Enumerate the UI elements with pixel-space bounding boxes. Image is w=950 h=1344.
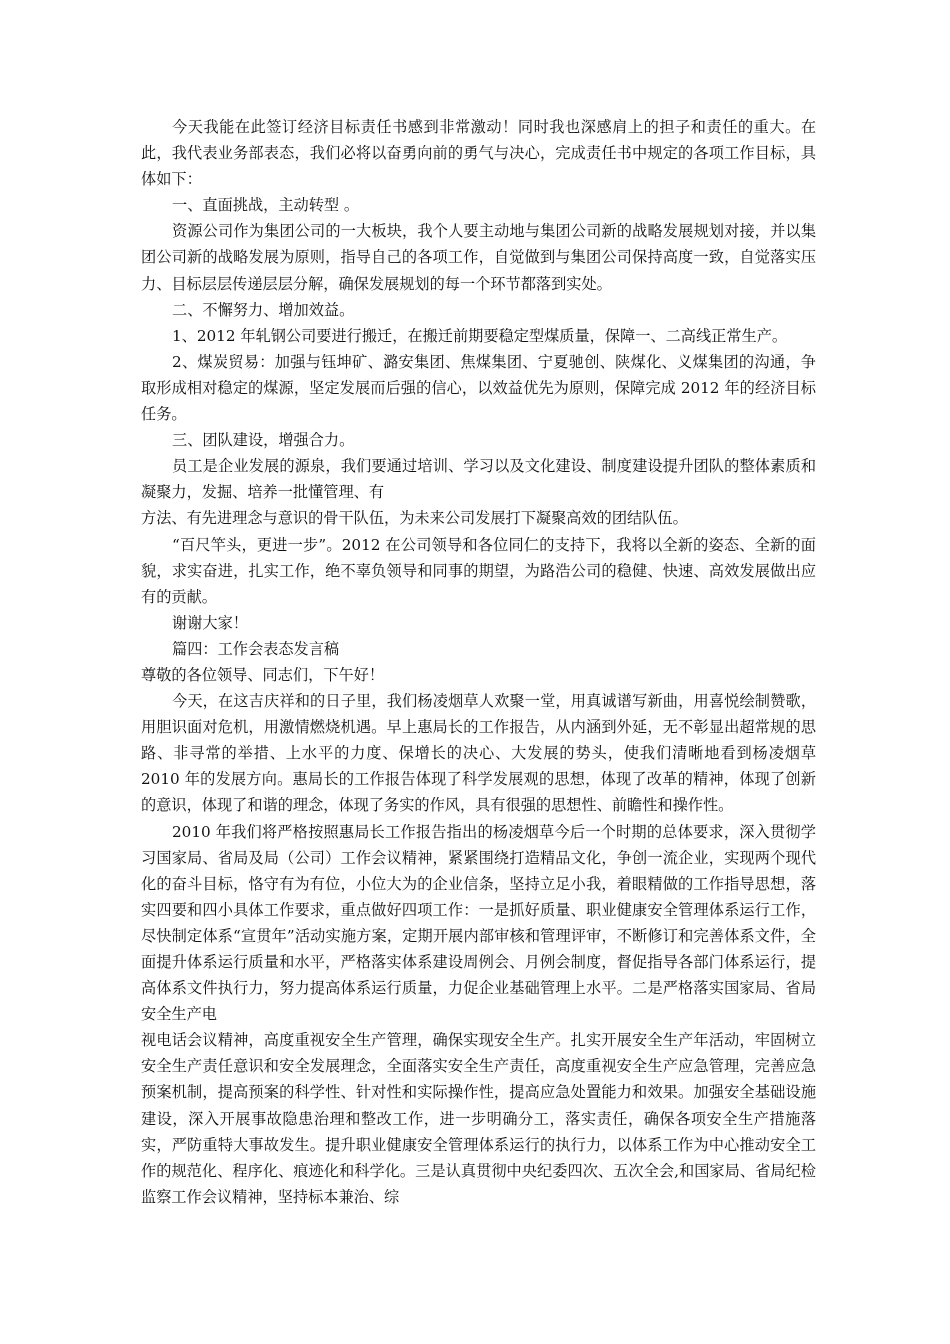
paragraph-2: 资源公司作为集团公司的一大板块，我个人要主动地与集团公司新的战略发展规划对接，并以集团公司新的战略发展为原则，指导自己的各项工作，自觉做到与集团公司保持高度一致，自觉落实压力、目标层层传递层层分解，确保发展规划的每一个环节都落到实处。 — [141, 222, 816, 293]
paragraph-3: 1、2012 年轧钢公司要进行搬迁，在搬迁前期要稳定型煤质量，保障一、二高线正常生产。 — [172, 326, 788, 345]
heading-1: 一、直面挑战，主动转型 。 — [172, 196, 360, 215]
salutation: 尊敬的各位领导、同志们，下午好！ — [141, 665, 384, 684]
thanks-line: 谢谢大家！ — [172, 613, 248, 632]
paragraph-5: 员工是企业发展的源泉，我们要通过培训、学习以及文化建设、制度建设提升团队的整体素质和凝聚力，发掘、培养一批懂管理、有 — [141, 457, 816, 502]
heading-3: 三、团队建设，增强合力。 — [172, 431, 355, 450]
paragraph-10: 视电话会议精神，高度重视安全生产管理，确保实现安全生产。扎实开展安全生产年活动，牢固树立安全生产责任意识和安全发展理念，全面落实安全生产责任，高度重视安全生产应急管理，完善应急预案机制，提高预案的科学性、针对性和实际操作性，提高应急处置能力和效果。加强安全基础设施建设，深入开展事故隐患治理和整改工作，进一步明确分工，落实责任，确保各项安全生产措施落实，严防重特大事故发生。提升职业健康安全管理体系运行的执行力，以体系工作为中心推动安全工作的规范化、程序化、痕迹化和科学化。三是认真贯彻中央纪委四次、五次全会,和国家局、省局纪检监察工作会议精神，坚持标本兼治、综 — [141, 1031, 816, 1206]
paragraph-6: 方法、有先进理念与意识的骨干队伍，为未来公司发展打下凝聚高效的团结队伍。 — [141, 509, 688, 528]
heading-2: 二、不懈努力、增加效益。 — [172, 300, 355, 319]
paragraph-9: 2010 年我们将严格按照惠局长工作报告指出的杨凌烟草今后一个时期的总体要求，深入贯彻学习国家局、省局及局（公司）工作会议精神，紧紧围绕打造精品文化，争创一流企业，实现两个现代化的奋斗目标，恪守有为有位，小位大为的企业信条，坚持立足小我，着眼精做的工作指导思想，落实四要和四小具体工作要求，重点做好四项工作：一是抓好质量、职业健康安全管理体系运行工作，尽快制定体系“宣贯年”活动实施方案，定期开展内部审核和管理评审，不断修订和完善体系文件，全面提升体系运行质量和水平，严格落实体系建设周例会、月例会制度，督促指导各部门体系运行，提高体系文件执行力，努力提高体系运行质量，力促企业基础管理上水平。二是严格落实国家局、省局安全生产电 — [141, 822, 816, 1024]
paragraph-4: 2、煤炭贸易：加强与钰坤矿、潞安集团、焦煤集团、宁夏驰创、陕煤化、义煤集团的沟通，争取形成相对稳定的煤源，坚定发展而后强的信心，以效益优先为原则，保障完成 2012 年的经济目标任务。 — [141, 352, 816, 424]
paragraph-7: “百尺竿头，更进一步”。2012 在公司领导和各位同仁的支持下，我将以全新的姿态、全新的面貌，求实奋进，扎实工作，绝不辜负领导和同事的期望，为路浩公司的稳健、快速、高效发展做出应有的贡献。 — [141, 535, 816, 606]
section-title: 篇四：工作会表态发言稿 — [172, 639, 340, 658]
document-body — [141, 114, 816, 1210]
paragraph-8: 今天，在这吉庆祥和的日子里，我们杨凌烟草人欢聚一堂，用真诚谱写新曲，用喜悦绘制赞歌，用胆识面对危机，用激情燃烧机遇。早上惠局长的工作报告，从内涵到外延，无不彰显出超常规的思路、非寻常的举措、上水平的力度、保增长的决心、大发展的势头，使我们清晰地看到杨凌烟草 2010 年的发展方向。惠局长的工作报告体现了科学发展观的思想，体现了改革的精神，体现了创新的意识，体现了和谐的理念，体现了务实的作风，具有很强的思想性、前瞻性和操作性。 — [141, 692, 816, 815]
paragraph-1: 今天我能在此签订经济目标责任书感到非常激动！同时我也深感肩上的担子和责任的重大。在此，我代表业务部表态，我们必将以奋勇向前的勇气与决心，完成责任书中规定的各项工作目标，具体如下： — [141, 118, 816, 189]
